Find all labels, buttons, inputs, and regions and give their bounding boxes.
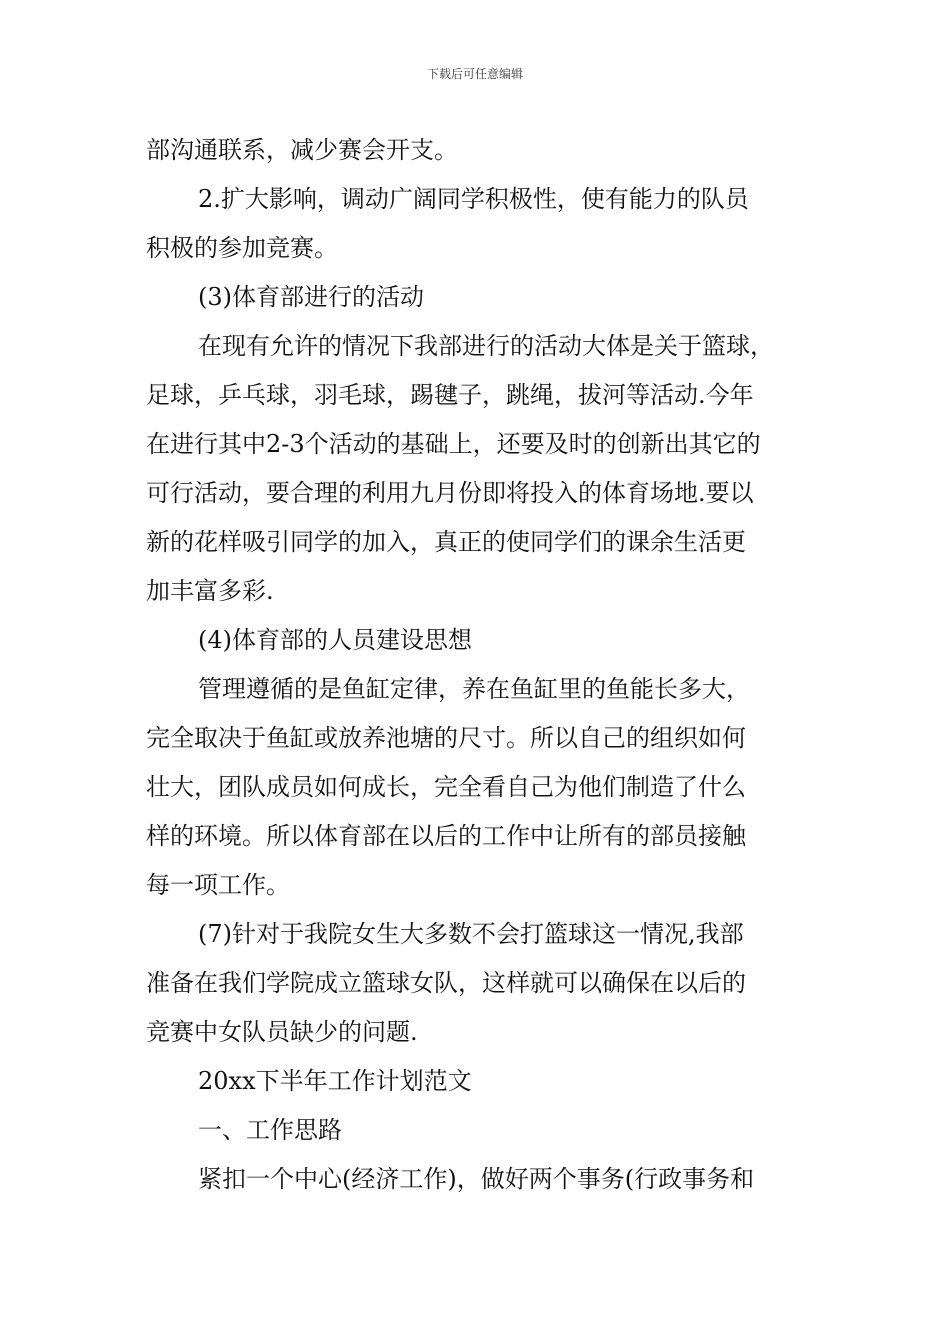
paragraph-line: 部沟通联系，减少赛会开支。 bbox=[146, 136, 458, 164]
paragraph-line: 完全取决于鱼缸或放养池塘的尺寸。所以自己的组织如何 bbox=[146, 724, 746, 752]
paragraph-line: 紧扣一个中心(经济工作)，做好两个事务(行政事务和 bbox=[198, 1165, 755, 1193]
paragraph-line: 竞赛中女队员缺少的问题. bbox=[146, 1018, 418, 1046]
paragraph-line: 足球，乒乓球，羽毛球，踢毽子，跳绳，拔河等活动.今年 bbox=[146, 381, 754, 409]
section-heading: 一、工作思路 bbox=[198, 1116, 342, 1144]
paragraph-line: 壮大，团队成员如何成长，完全看自己为他们制造了什么 bbox=[146, 773, 746, 801]
paragraph-line: 加丰富多彩. bbox=[146, 577, 274, 605]
paragraph-line: 新的花样吸引同学的加入，真正的使同学们的课余生活更 bbox=[146, 528, 746, 556]
paragraph-line: 在现有允许的情况下我部进行的活动大体是关于篮球， bbox=[198, 332, 774, 360]
paragraph-line: 样的环境。所以体育部在以后的工作中让所有的部员接触 bbox=[146, 822, 746, 850]
paragraph-line: 管理遵循的是鱼缸定律，养在鱼缸里的鱼能长多大， bbox=[198, 675, 750, 703]
paragraph-line: 可行活动，要合理的利用九月份即将投入的体育场地.要以 bbox=[146, 479, 754, 507]
paragraph-line: 2.扩大影响，调动广阔同学积极性，使有能力的队员 bbox=[198, 185, 749, 213]
document-title: 20xx下半年工作计划范文 bbox=[198, 1067, 472, 1095]
section-heading: (4)体育部的人员建设思想 bbox=[198, 626, 472, 654]
section-heading: (3)体育部进行的活动 bbox=[198, 283, 424, 311]
document-body bbox=[146, 126, 808, 1204]
paragraph-line: 积极的参加竞赛。 bbox=[146, 234, 338, 262]
page-header: 下载后可任意编辑 bbox=[426, 67, 523, 81]
paragraph-line: (7)针对于我院女生大多数不会打篮球这一情况,我部 bbox=[198, 920, 744, 948]
paragraph-line: 准备在我们学院成立篮球女队，这样就可以确保在以后的 bbox=[146, 969, 746, 997]
paragraph-line: 每一项工作。 bbox=[146, 871, 290, 899]
paragraph-line: 在进行其中2-3个活动的基础上，还要及时的创新出其它的 bbox=[146, 430, 761, 458]
